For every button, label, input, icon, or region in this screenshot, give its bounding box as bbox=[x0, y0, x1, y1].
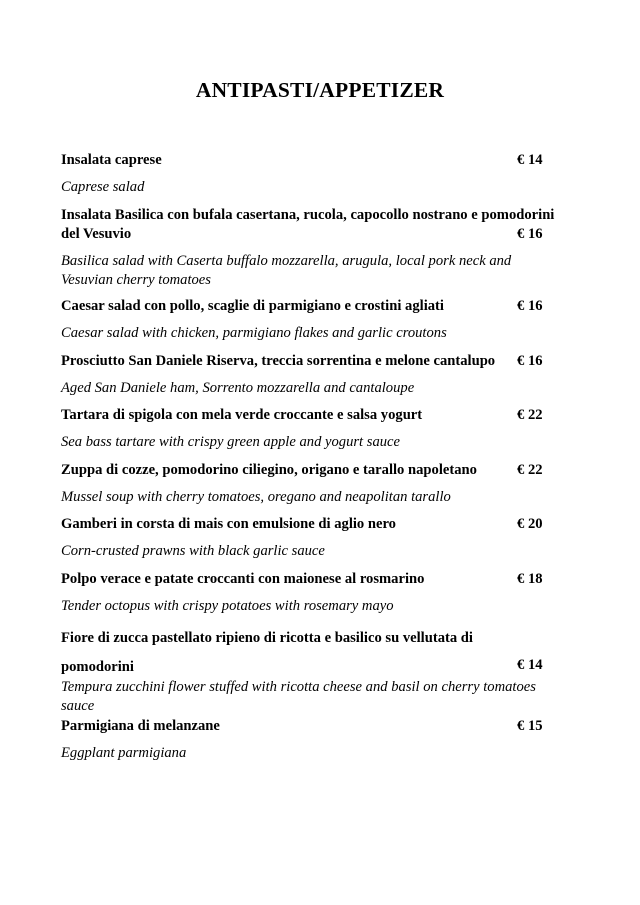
item-name: Prosciutto San Daniele Riserva, treccia sorrentina e melone cantalupo bbox=[61, 353, 496, 369]
page-title: ANTIPASTI/APPETIZER bbox=[195, 78, 445, 102]
item-price: € 14 bbox=[517, 657, 543, 673]
item-price: € 16 bbox=[517, 353, 543, 369]
menu-item-parmigiana bbox=[61, 717, 561, 763]
item-header bbox=[61, 352, 561, 371]
item-name: Parmigiana di melanzane bbox=[61, 718, 220, 734]
item-price: € 20 bbox=[517, 516, 543, 532]
item-description: Basilica salad with Caserta buffalo mozzarella, arugula, local pork neck and Vesuvian cherry tomatoes bbox=[61, 253, 512, 288]
item-name: Caesar salad con pollo, scaglie di parmigiano e crostini agliati bbox=[61, 298, 444, 314]
item-description: Corn-crusted prawns with black garlic sauce bbox=[61, 543, 325, 559]
menu-item-fiore-zucca bbox=[61, 624, 561, 716]
item-header bbox=[61, 717, 561, 736]
item-price: € 14 bbox=[517, 152, 543, 168]
item-name: Tartara di spigola con mela verde croccante e salsa yogurt bbox=[61, 407, 423, 423]
item-price: € 22 bbox=[517, 407, 543, 423]
menu-item-insalata-caprese bbox=[61, 151, 561, 197]
menu-item-zuppa-cozze bbox=[61, 461, 561, 507]
item-price: € 16 bbox=[517, 298, 543, 314]
item-name: Gamberi in corsta di mais con emulsione di aglio nero bbox=[61, 516, 396, 532]
item-description: Caesar salad with chicken, parmigiano flakes and garlic croutons bbox=[61, 325, 447, 341]
menu-item-gamberi bbox=[61, 515, 561, 561]
item-name: Zuppa di cozze, pomodorino ciliegino, origano e tarallo napoletano bbox=[61, 462, 477, 478]
item-name: Fiore di zucca pastellato ripieno di ricotta e basilico su vellutata di pomodorini bbox=[61, 630, 473, 675]
menu-item-caesar-salad bbox=[61, 297, 561, 343]
menu-item-insalata-basilica bbox=[61, 206, 561, 290]
item-price: € 22 bbox=[517, 462, 543, 478]
item-header bbox=[61, 461, 561, 480]
item-price: € 16 bbox=[517, 226, 543, 242]
item-description: Aged San Daniele ham, Sorrento mozzarella and cantaloupe bbox=[61, 380, 415, 396]
menu-item-prosciutto bbox=[61, 352, 561, 398]
item-header bbox=[61, 206, 561, 244]
item-header bbox=[61, 297, 561, 316]
item-description: Eggplant parmigiana bbox=[61, 745, 187, 761]
item-name: Insalata caprese bbox=[61, 152, 162, 168]
menu-item-tartara-spigola bbox=[61, 406, 561, 452]
item-header bbox=[61, 515, 561, 534]
item-description: Caprese salad bbox=[61, 179, 145, 195]
menu-item-polpo-verace bbox=[61, 570, 561, 616]
item-description: Mussel soup with cherry tomatoes, oregano and neapolitan tarallo bbox=[61, 489, 451, 505]
item-description: Tender octopus with crispy potatoes with rosemary mayo bbox=[61, 598, 394, 614]
item-header bbox=[61, 151, 561, 170]
item-price: € 18 bbox=[517, 571, 543, 587]
item-header bbox=[61, 624, 561, 682]
item-description: Sea bass tartare with crispy green apple and yogurt sauce bbox=[61, 434, 400, 450]
item-header bbox=[61, 570, 561, 589]
item-name: Insalata Basilica con bufala casertana, rucola, capocollo nostrano e pomodorini del Vesuvio bbox=[61, 207, 555, 242]
item-description: Tempura zucchini flower stuffed with ricotta cheese and basil on cherry tomatoes sauce bbox=[61, 679, 536, 714]
item-header bbox=[61, 406, 561, 425]
item-name: Polpo verace e patate croccanti con maionese al rosmarino bbox=[61, 571, 425, 587]
item-price: € 15 bbox=[517, 718, 543, 734]
